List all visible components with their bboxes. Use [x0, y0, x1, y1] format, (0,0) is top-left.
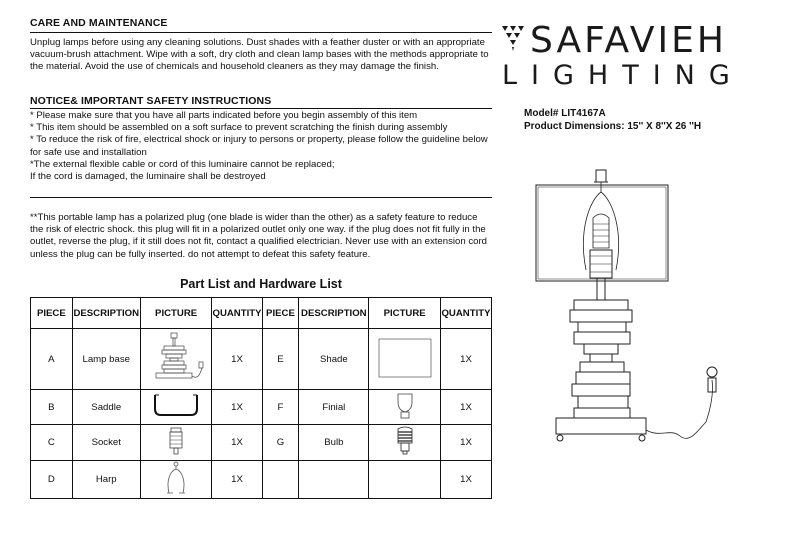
safety-line: * Please make sure that you have all parts indicated before you begin assembly of this item: [30, 110, 418, 121]
description-cell: Socket: [72, 425, 140, 461]
header-cell: DESCRIPTION: [299, 298, 369, 329]
dimensions-label: Product Dimensions:: [524, 121, 625, 132]
table-row: [31, 329, 492, 390]
picture-cell: [140, 329, 212, 390]
lamp-shade: [536, 185, 668, 281]
chandelier-logo-icon: [500, 24, 526, 54]
brand-name: SAFAVIEH: [530, 20, 727, 61]
table-row: [31, 425, 492, 461]
piece-cell: E: [262, 329, 299, 390]
quantity-cell: 1X: [212, 461, 262, 499]
piece-cell: G: [262, 425, 299, 461]
bulb-icon: [394, 425, 416, 457]
brand-subtitle: LIGHTING: [502, 60, 744, 91]
plug-text: [30, 212, 496, 261]
description-cell: Shade: [299, 329, 369, 390]
part-list-title: Part List and Hardware List: [180, 277, 342, 291]
harp-icon: [164, 461, 188, 495]
socket-icon: [166, 426, 186, 456]
safety-divider: [30, 108, 492, 109]
safety-line: for safe use and installation: [30, 146, 147, 158]
piece-cell: D: [31, 461, 73, 499]
quantity-cell: 1X: [212, 390, 262, 425]
quantity-cell: 1X: [440, 329, 491, 390]
safety-bottom-divider: [30, 197, 492, 198]
care-line: vacuum-brush attachment. Wipe with a soft, dry cloth and clean lamp bases with the methods appropriate to: [30, 49, 489, 61]
dimensions-line: [524, 120, 701, 133]
picture-cell: [140, 390, 212, 425]
safety-line: * To reduce the risk of fire, electrical shock or injury to persons or property, please follow the guideline below: [30, 134, 488, 146]
table-header-row: [31, 298, 492, 329]
quantity-cell: 1X: [440, 425, 491, 461]
quantity-cell: 1X: [440, 390, 491, 425]
plug-line: outlet, reverse the plug, if it still does not fit, contact a qualified electrician. Never use with an extension cord: [30, 236, 488, 248]
model-info: [524, 107, 701, 133]
plug-line: the risk of electric shock. this plug will fit in a polarized outlet only one way. if the plug does not fit fully in the: [30, 224, 486, 236]
lamp-base-icon: [146, 330, 206, 386]
header-cell: PIECE: [262, 298, 299, 329]
description-cell: Lamp base: [72, 329, 140, 390]
quantity-cell: 1X: [212, 329, 262, 390]
header-cell: PICTURE: [140, 298, 212, 329]
header-cell: PICTURE: [369, 298, 441, 329]
plug-line: unless the plug can be fully inserted. do not attempt to defeat this safety feature.: [30, 248, 371, 260]
description-cell: Harp: [72, 461, 140, 499]
table-row: [31, 461, 492, 499]
lamp-drawing: [520, 160, 720, 460]
care-divider: [30, 32, 492, 33]
plug-line: **This portable lamp has a polarized plug (one blade is wider than the other) as a safety feature to reduce: [30, 212, 478, 223]
model-value: LIT4167A: [561, 108, 606, 119]
table-row: [31, 390, 492, 425]
description-cell: Bulb: [299, 425, 369, 461]
shade-icon: [377, 336, 433, 380]
quantity-cell: 1X: [440, 461, 491, 499]
part-list-table: [30, 297, 492, 499]
care-line: Unplug lamps before using any cleaning solutions. Dust shades with a feather duster or with an appropriate: [30, 37, 485, 48]
description-cell: Saddle: [72, 390, 140, 425]
header-cell: QUANTITY: [440, 298, 491, 329]
safety-line: *The external flexible cable or cord of this luminaire cannot be replaced;: [30, 158, 335, 170]
quantity-cell: 1X: [212, 425, 262, 461]
care-line: the material. Avoid the use of chemicals and household cleaners as they may damage the finish.: [30, 61, 439, 73]
piece-cell: [262, 461, 299, 499]
model-line: [524, 107, 701, 120]
care-title: CARE AND MAINTENANCE: [30, 17, 168, 29]
safety-text: [30, 110, 496, 183]
piece-cell: F: [262, 390, 299, 425]
dimensions-value: 15'' X 8''X 26 ''H: [627, 121, 702, 132]
picture-cell: [369, 390, 441, 425]
description-cell: Finial: [299, 390, 369, 425]
piece-cell: C: [31, 425, 73, 461]
safety-line: * This item should be assembled on a soft surface to prevent scratching the finish during assembly: [30, 122, 448, 134]
model-label: Model#: [524, 108, 559, 119]
safety-title: NOTICE& IMPORTANT SAFETY INSTRUCTIONS: [30, 95, 272, 107]
description-cell: [299, 461, 369, 499]
header-cell: PIECE: [31, 298, 73, 329]
saddle-icon: [151, 392, 201, 420]
care-text: [30, 37, 496, 74]
piece-cell: A: [31, 329, 73, 390]
picture-cell: [369, 425, 441, 461]
brand-logo: [500, 18, 800, 91]
picture-cell: [369, 329, 441, 390]
header-cell: DESCRIPTION: [72, 298, 140, 329]
safety-line: If the cord is damaged, the luminaire shall be destroyed: [30, 171, 266, 183]
finial-icon: [392, 391, 418, 421]
picture-cell: [140, 425, 212, 461]
header-cell: QUANTITY: [212, 298, 262, 329]
piece-cell: B: [31, 390, 73, 425]
picture-cell: [369, 461, 441, 499]
picture-cell: [140, 461, 212, 499]
